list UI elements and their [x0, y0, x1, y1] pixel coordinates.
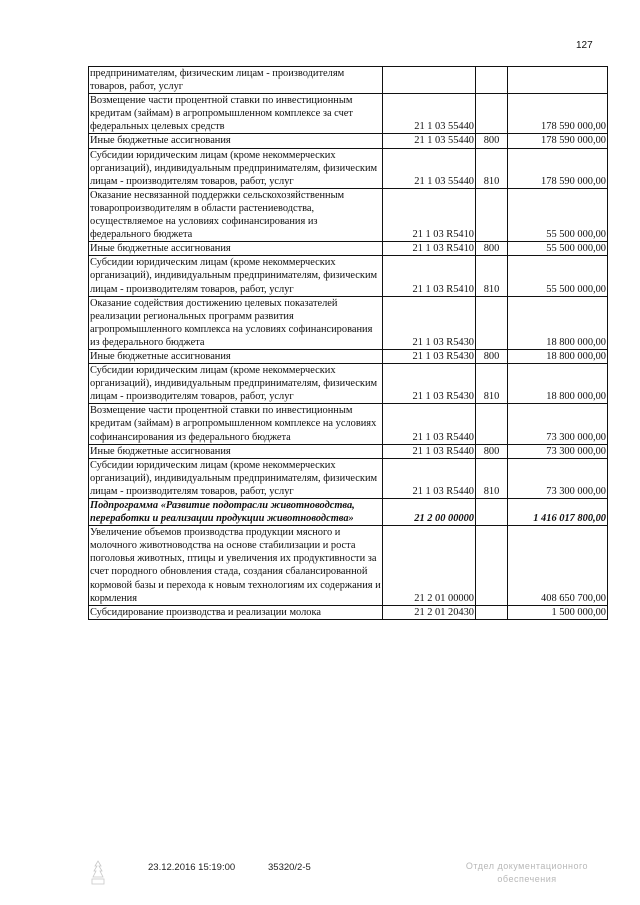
table-row	[89, 349, 608, 363]
row-expense-type-cell: 800	[476, 349, 508, 363]
row-code-cell: 21 1 03 R5430	[383, 364, 476, 404]
row-name-cell: Подпрограмма «Развитие подотрасли животноводства, переработки и реализации продукции животноводства»	[89, 499, 383, 526]
row-code-cell: 21 1 03 R5440	[383, 404, 476, 444]
row-expense-type-cell	[476, 94, 508, 134]
row-expense-type-cell	[476, 188, 508, 241]
row-name-cell: Оказание содействия достижению целевых показателей реализации региональных программ развития агропромышленного комплекса на условиях софинансирования из федерального бюджета	[89, 296, 383, 349]
row-name-cell: Возмещение части процентной ставки по инвестиционным кредитам (займам) в агропромышленном комплексе на условиях софинансирования из федерального бюджета	[89, 404, 383, 444]
page-number: 127	[576, 40, 593, 51]
table-row	[89, 256, 608, 296]
row-expense-type-cell	[476, 499, 508, 526]
table-row	[89, 134, 608, 148]
row-name-cell: Оказание несвязанной поддержки сельскохозяйственным товаропроизводителям в области растениеводства, осуществляемое на условиях софинансирования из федерального бюджета	[89, 188, 383, 241]
table-row	[89, 67, 608, 94]
row-code-cell: 21 2 00 00000	[383, 499, 476, 526]
table-row	[89, 94, 608, 134]
table-row	[89, 499, 608, 526]
row-name-cell: Субсидии юридическим лицам (кроме некоммерческих организаций), индивидуальным предпринимателям, физическим лицам - производителям товаров, работ, услуг	[89, 148, 383, 188]
row-code-cell: 21 1 03 R5430	[383, 349, 476, 363]
emblem-icon	[90, 860, 106, 886]
row-code-cell: 21 1 03 55440	[383, 94, 476, 134]
row-expense-type-cell: 810	[476, 458, 508, 498]
row-name-cell: Иные бюджетные ассигнования	[89, 444, 383, 458]
budget-table-body	[89, 67, 608, 620]
table-row	[89, 364, 608, 404]
row-expense-type-cell: 810	[476, 148, 508, 188]
row-amount-cell: 18 800 000,00	[508, 296, 608, 349]
row-name-cell: Иные бюджетные ассигнования	[89, 242, 383, 256]
row-expense-type-cell: 800	[476, 444, 508, 458]
row-amount-cell: 73 300 000,00	[508, 404, 608, 444]
row-name-cell: Увеличение объемов производства продукции мясного и молочного животноводства на основе стабилизации и роста поголовья животных, птицы и увеличения их продуктивности за счет породного обновления стада, создания сбалансированной кормовой базы и перехода к новым технологиям их содержания и кормления	[90, 527, 381, 604]
row-amount-cell: 408 650 700,00	[508, 526, 608, 606]
row-code-cell: 21 1 03 R5440	[383, 458, 476, 498]
row-expense-type-cell	[476, 526, 508, 606]
row-amount-cell: 178 590 000,00	[508, 134, 608, 148]
row-name-cell: Субсидии юридическим лицам (кроме некоммерческих организаций), индивидуальным предпринимателям, физическим лицам - производителям товаров, работ, услуг	[89, 458, 383, 498]
row-code-cell	[383, 67, 476, 94]
footer-stamp-line-2: обеспечения	[497, 874, 557, 884]
row-amount-cell: 73 300 000,00	[508, 444, 608, 458]
table-row	[89, 242, 608, 256]
table-row	[89, 404, 608, 444]
footer-stamp	[452, 860, 602, 886]
table-row	[89, 296, 608, 349]
row-amount-cell: 1 416 017 800,00	[508, 499, 608, 526]
table-row	[89, 605, 608, 619]
row-name-cell: предпринимателям, физическим лицам - производителям товаров, работ, услуг	[89, 67, 383, 94]
row-amount-cell: 1 500 000,00	[508, 605, 608, 619]
row-code-cell: 21 1 03 R5410	[383, 256, 476, 296]
row-expense-type-cell: 800	[476, 242, 508, 256]
row-code-cell: 21 2 01 00000	[383, 526, 476, 606]
budget-table	[88, 66, 608, 620]
table-row	[89, 458, 608, 498]
row-amount-cell: 18 800 000,00	[508, 364, 608, 404]
row-code-cell: 21 1 03 R5430	[383, 296, 476, 349]
footer-document-number: 35320/2-5	[268, 862, 311, 873]
row-expense-type-cell	[476, 67, 508, 94]
row-amount-cell: 73 300 000,00	[508, 458, 608, 498]
row-expense-type-cell	[476, 296, 508, 349]
row-expense-type-cell	[476, 605, 508, 619]
row-name-cell: Иные бюджетные ассигнования	[89, 134, 383, 148]
row-name-cell: Субсидии юридическим лицам (кроме некоммерческих организаций), индивидуальным предпринимателям, физическим лицам - производителям товаров, работ, услуг	[89, 256, 383, 296]
row-amount-cell	[508, 67, 608, 94]
footer-stamp-line-1: Отдел документационного	[465, 861, 589, 871]
row-amount-cell: 178 590 000,00	[508, 94, 608, 134]
row-expense-type-cell	[476, 404, 508, 444]
table-row	[89, 148, 608, 188]
row-amount-cell: 18 800 000,00	[508, 349, 608, 363]
row-expense-type-cell: 810	[476, 364, 508, 404]
table-row	[89, 526, 608, 606]
table-row	[89, 188, 608, 241]
row-name-cell: Возмещение части процентной ставки по инвестиционным кредитам (займам) в агропромышленном комплексе за счет федеральных целевых средств	[89, 94, 383, 134]
row-code-cell: 21 2 01 20430	[383, 605, 476, 619]
row-name-cell: Иные бюджетные ассигнования	[89, 349, 383, 363]
page-footer	[0, 860, 640, 900]
footer-timestamp: 23.12.2016 15:19:00	[148, 862, 236, 873]
row-amount-cell: 55 500 000,00	[508, 242, 608, 256]
row-code-cell: 21 1 03 55440	[383, 148, 476, 188]
row-code-cell: 21 1 03 R5410	[383, 242, 476, 256]
row-expense-type-cell: 800	[476, 134, 508, 148]
row-name-cell: Субсидии юридическим лицам (кроме некоммерческих организаций), индивидуальным предпринимателям, физическим лицам - производителям товаров, работ, услуг	[89, 364, 383, 404]
row-amount-cell: 55 500 000,00	[508, 256, 608, 296]
row-code-cell: 21 1 03 R5410	[383, 188, 476, 241]
row-code-cell: 21 1 03 55440	[383, 134, 476, 148]
row-code-cell: 21 1 03 R5440	[383, 444, 476, 458]
row-expense-type-cell: 810	[476, 256, 508, 296]
row-name-cell: Субсидирование производства и реализации молока	[89, 605, 383, 619]
row-amount-cell: 178 590 000,00	[508, 148, 608, 188]
row-amount-cell: 55 500 000,00	[508, 188, 608, 241]
table-row	[89, 444, 608, 458]
